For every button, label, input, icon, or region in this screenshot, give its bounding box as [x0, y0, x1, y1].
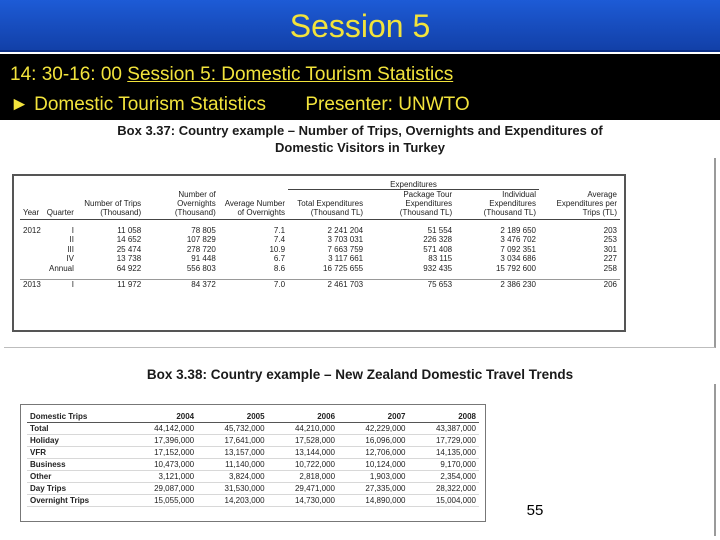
session-topic: Domestic Tourism Statistics: [34, 94, 267, 115]
table-header: Average Expenditures per Trips (TL): [539, 190, 620, 220]
expenditures-group-header: Expenditures: [288, 180, 539, 190]
box2-heading: Box 3.38: Country example – New Zealand Domestic Travel Trends: [146, 367, 574, 382]
session-topic-line: [10, 94, 470, 116]
nz-table-frame: [20, 404, 486, 522]
slide-title: Session 5: [289, 8, 431, 44]
table-row: Overnight Trips 15,055,000 14,203,000 14,730,000 14,890,000 15,004,000: [27, 495, 479, 507]
session-time: 14: 30-16: 00: [10, 64, 122, 85]
table-header: Total Expenditures (Thousand TL): [288, 190, 366, 220]
table-row: IV 13 738 91 448 6.7 3 117 661 83 115 3 034 686 227: [66, 254, 617, 263]
session-link[interactable]: Session 5: Domestic Tourism Statistics: [127, 64, 454, 85]
table-row: Business 10,473,000 11,140,000 10,722,000 10,124,000 9,170,000: [27, 459, 479, 471]
table-header: 2007: [338, 411, 408, 423]
turkey-domestic-table: [20, 180, 620, 289]
turkey-table-frame: [12, 174, 626, 332]
table-row: Other 3,121,000 3,824,000 2,818,000 1,903,000 2,354,000: [27, 471, 479, 483]
table-row: Holiday 17,396,000 17,641,000 17,528,000 16,096,000 17,729,000: [27, 435, 479, 447]
page-number: 55: [526, 502, 544, 519]
table-row: 2012 I 11 058 78 805 7.1 2 241 204 51 554 2 189 650 203: [23, 225, 617, 235]
table-header: Quarter: [44, 190, 77, 220]
table-header: Average Number of Overnights: [219, 190, 288, 220]
table-header: Number of Trips (Thousand): [77, 190, 144, 220]
table-header: 2006: [268, 411, 338, 423]
table-header: Number of Overnights (Thousand): [144, 190, 219, 220]
table-header: 2005: [197, 411, 267, 423]
table-header: Individual Expenditures (Thousand TL): [455, 190, 539, 220]
session-presenter: Presenter: UNWTO: [305, 94, 470, 115]
table-header: 2004: [127, 411, 197, 423]
table-header: 2008: [408, 411, 479, 423]
title-bar: [0, 0, 720, 52]
nz-travel-table: [27, 411, 479, 507]
table-row: VFR 17,152,000 13,157,000 13,144,000 12,706,000 14,135,000: [27, 447, 479, 459]
table-row: III 25 474 278 720 10.9 7 663 759 571 408 7 092 351 301: [67, 244, 617, 254]
box1-heading-line2: Domestic Visitors in Turkey: [274, 140, 446, 155]
table-header: Domestic Trips: [27, 411, 127, 423]
box1-heading: [0, 122, 720, 156]
table-row: Day Trips 29,087,000 31,530,000 29,471,000 27,335,000 28,322,000: [27, 483, 479, 495]
session-time-line: [10, 64, 453, 86]
table-row: Annual 64 922 556 803 8.6 16 725 655 932 435 15 792 600 258: [49, 263, 617, 273]
table-header: Package Tour Expenditures (Thousand TL): [366, 190, 455, 220]
table-row: Total 44,142,000 45,732,000 44,210,000 42,229,000 43,387,000: [27, 423, 479, 435]
table-header: Year: [20, 190, 44, 220]
table-row: 2013 I 11 972 84 372 7.0 2 461 703 75 653 2 386 230 206: [20, 279, 620, 289]
session-banner: [0, 54, 720, 120]
bullet-arrow-icon: ►: [10, 94, 29, 115]
table-row: II 14 652 107 829 7.4 3 703 031 226 328 3 476 702 253: [69, 235, 617, 244]
box1-heading-line1: Box 3.37: Country example – Number of Trips, Overnights and Expenditures of: [117, 123, 603, 138]
